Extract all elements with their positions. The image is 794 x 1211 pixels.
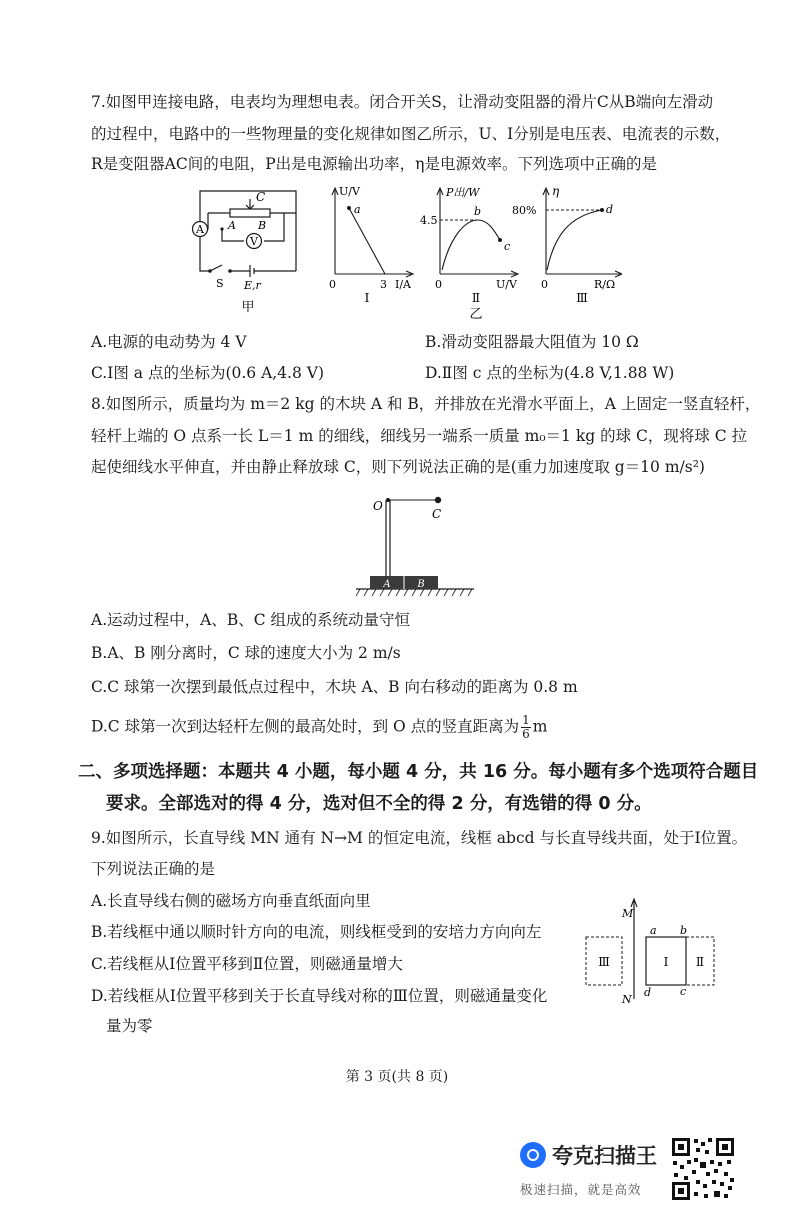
q7-option-a: A.电源的电动势为 4 V: [91, 333, 247, 351]
graph2-ylabel: P出/W: [446, 186, 480, 199]
point-o-label: O: [373, 499, 383, 513]
graph2-point-c-label: c: [504, 240, 511, 253]
q7-line-2: 的过程中，电路中的一些物理量的变化规律如图乙所示，U、I分别是电压表、电流表的示数，: [91, 125, 731, 143]
graph1-caption: Ⅰ: [364, 291, 370, 302]
block-a-label: A: [383, 579, 391, 590]
section2-heading-line-2: 要求。全部选对的得 4 分，选对但不全的得 2 分，有选错的得 0 分。: [106, 794, 652, 814]
voltmeter-label: V: [250, 235, 258, 248]
ball-c: [435, 497, 441, 503]
q8-line-1: 8.如图所示，质量均为 m＝2 kg 的木块 A 和 B，并排放在光滑水平面上，A 上固定一竖直轻杆，: [91, 395, 761, 413]
q8-line-2: 轻杆上端的 O 点系一长 L＝1 m 的细线，细线另一端系一质量 m₀＝1 kg 的球 C，现将球 C 拉: [91, 427, 748, 445]
graph3-point-label: d: [606, 203, 614, 216]
q7-graph-1: [323, 182, 418, 302]
wire-m-label: M: [622, 907, 634, 920]
q9-line-1: 9.如图所示，长直导线 MN 通有 N→M 的恒定电流，线框 abcd 与长直导线共面，处于Ⅰ位置。: [91, 829, 748, 847]
q9-option-d-line-1: D.若线框从Ⅰ位置平移到关于长直导线对称的Ⅲ位置，则磁通量变化: [91, 987, 548, 1005]
ammeter-label: A: [196, 223, 204, 236]
terminal-b-label: B: [258, 219, 267, 232]
scanner-slogan: 极速扫描，就是高效: [520, 1182, 642, 1197]
graph3-y-tick: 80%: [512, 204, 537, 217]
q9-option-b: B.若线框中通以顺时针方向的电流，则线框受到的安培力方向向左: [91, 923, 542, 941]
graph2-caption: Ⅱ: [471, 291, 481, 305]
position-2-label: Ⅱ: [695, 955, 705, 969]
graph2-origin: 0: [435, 278, 442, 291]
q8-option-c: C.C 球第一次摆到最低点过程中，木块 A、B 向右移动的距离为 0.8 m: [91, 678, 578, 696]
graph3-xlabel: R/Ω: [594, 278, 616, 291]
q7-graph-2: [420, 182, 520, 322]
q8-option-b: B.A、B 刚分离时，C 球的速度大小为 2 m/s: [91, 644, 401, 662]
graph3-point-d: [600, 208, 604, 212]
q8-option-d-fraction: [521, 714, 531, 741]
q9-wire-frame-figure: [578, 895, 728, 1015]
q8-option-d-unit: m: [532, 717, 548, 736]
group-caption: 乙: [469, 307, 483, 322]
q7-option-d: D.Ⅱ图 c 点的坐标为(4.8 V,1.88 W): [425, 364, 675, 382]
scanner-logo-icon: [520, 1142, 546, 1168]
q7-option-c: C.Ⅰ图 a 点的坐标为(0.6 A,4.8 V): [91, 364, 325, 382]
q7-graph-3: [512, 182, 622, 302]
graph2-y-tick: 4.5: [420, 214, 438, 227]
source-label: E,r: [244, 279, 261, 292]
graph1-point-a: [347, 206, 351, 210]
graph1-x-tick: 3: [380, 278, 387, 291]
q9-option-a: A.长直导线右侧的磁场方向垂直纸面向里: [91, 892, 371, 910]
corner-a-label: a: [650, 924, 657, 937]
q7-option-b: B.滑动变阻器最大阻值为 10 Ω: [425, 333, 639, 351]
q9-option-c: C.若线框从Ⅰ位置平移到Ⅱ位置，则磁通量增大: [91, 955, 403, 973]
position-3-label: Ⅲ: [598, 955, 610, 969]
switch-label: S: [216, 277, 224, 290]
corner-d-label: d: [644, 986, 652, 999]
wire-n-label: N: [622, 993, 632, 1006]
qr-code-icon: [670, 1136, 736, 1202]
q8-option-d-text: D.C 球第一次到达轻杆左侧的最高处时，到 O 点的竖直距离为: [91, 717, 520, 736]
block-b-label: B: [417, 579, 425, 590]
q7-line-1: 7.如图甲连接电路，电表均为理想电表。闭合开关S，让滑动变阻器的滑片C从B端向左滑动: [91, 93, 714, 111]
graph1-point-label: a: [354, 203, 361, 216]
q7-line-3: R是变阻器AC间的电阻，P出是电源输出功率，η是电源效率。下列选项中正确的是: [91, 155, 657, 173]
fraction-denominator: 6: [522, 727, 530, 741]
graph3-caption: Ⅲ: [576, 291, 588, 302]
graph2-point-c: [498, 238, 502, 242]
graph1-ylabel: U/V: [339, 185, 360, 198]
graph2-xlabel: U/V: [496, 278, 517, 291]
slider-c-label: C: [256, 190, 266, 204]
graph1-xlabel: I/A: [395, 278, 411, 291]
corner-c-label: c: [680, 985, 687, 998]
section2-heading-line-1: 二、多项选择题：本题共 4 小题，每小题 4 分，共 16 分。每小题有多个选项符合题目: [78, 762, 759, 782]
ball-c-label: C: [432, 507, 442, 521]
q9-line-2: 下列说法正确的是: [91, 860, 216, 878]
scanner-app-name: 夸克扫描王: [552, 1144, 657, 1168]
corner-b-label: b: [680, 924, 688, 937]
fraction-numerator: 1: [522, 713, 530, 727]
q8-option-a: A.运动过程中，A、B、C 组成的系统动量守恒: [91, 611, 410, 629]
q8-line-3: 起使细线水平伸直，并由静止释放球 C，则下列说法正确的是(重力加速度取 g＝10 m/s²): [91, 458, 705, 476]
terminal-a-label: A: [228, 219, 236, 232]
page-footer: 第 3 页(共 8 页): [345, 1069, 449, 1085]
graph2-point-b-label: b: [474, 205, 482, 218]
graph3-origin: 0: [541, 278, 548, 291]
q8-option-d: [91, 714, 548, 741]
q8-pendulum-figure: [356, 488, 478, 600]
circuit-caption: 甲: [241, 300, 255, 315]
graph1-origin: 0: [329, 278, 336, 291]
position-1-label: Ⅰ: [663, 955, 669, 969]
q9-option-d-line-2: 量为零: [106, 1017, 153, 1035]
q7-circuit-diagram: [186, 185, 306, 315]
graph3-ylabel: η: [552, 184, 560, 198]
